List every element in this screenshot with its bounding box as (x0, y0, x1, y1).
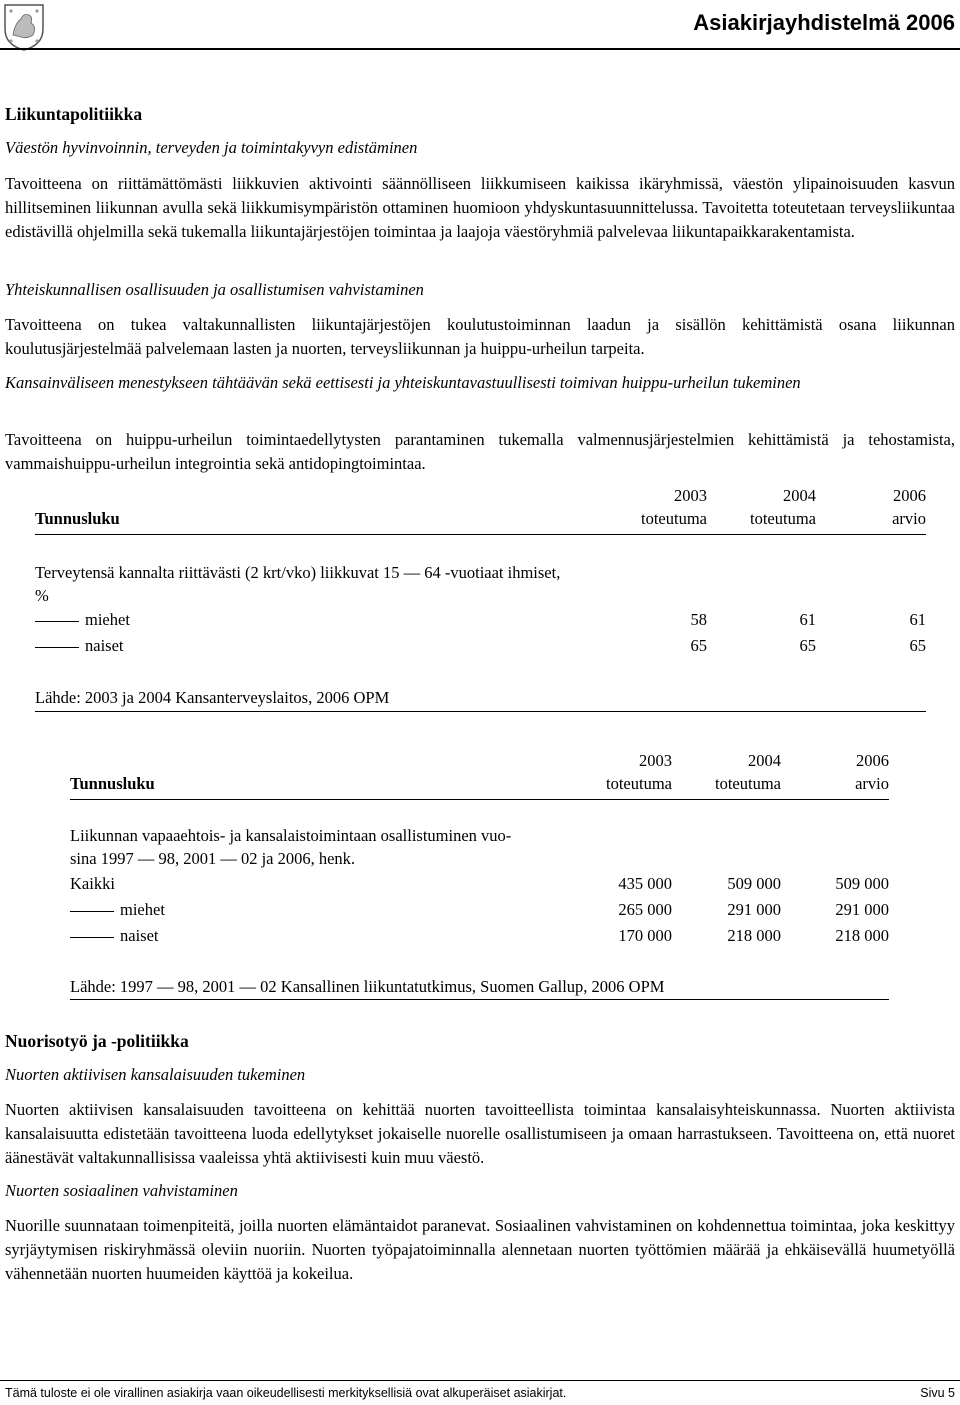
subheading-osallisuus: Yhteiskunnallisen osallisuuden ja osallistumisen vahvistaminen (5, 280, 424, 299)
table-header-rule (35, 534, 926, 535)
column-header-tunnusluku: Tunnusluku (35, 509, 120, 528)
kind-2003: toteutuma (606, 774, 672, 793)
subheading-sosiaalinen-vahvistaminen: Nuorten sosiaalinen vahvistaminen (5, 1181, 238, 1200)
paragraph-kansalaisuus: Nuorten aktiivisen kansalaisuuden tavoitteena on kehittää nuorten tavoitteellista toimintaa kansalaisyhteiskunnassa. Nuorten aktiivista kansalaisuutta edistetään tavoitteena luoda edellytykset jokaiselle nuorelle osallistumiseen ja omaan harrastukseen. Tavoitteena on, että nuoret äänestävät valtakunnallisissa vaaleissa yhtä aktiivisesti kuin muu väestö. (5, 1100, 955, 1167)
kind-2006: arvio (855, 774, 889, 793)
table-source: Lähde: 1997 — 98, 2001 — 02 Kansallinen liikuntatutkimus, Suomen Gallup, 2006 OPM (70, 977, 665, 996)
value-cell: 65 (799, 636, 816, 655)
kind-2003: toteutuma (641, 509, 707, 528)
footer-disclaimer: Tämä tuloste ei ole virallinen asiakirja vaan oikeudellisesti merkityksellisiä ovat alkuperäiset asiakirjat. (5, 1386, 567, 1400)
table-row (35, 636, 124, 656)
table-row (70, 926, 159, 946)
year-2006: 2006 (856, 751, 889, 770)
value-cell: 65 (909, 636, 926, 655)
value-cell: 218 000 (835, 926, 889, 945)
header-divider (0, 48, 960, 50)
value-cell: 435 000 (618, 874, 672, 893)
paragraph-osallisuus: Tavoitteena on tukea valtakunnallisten liikuntajärjestöjen koulutustoiminnan laadun ja sisällön kehittämistä osana liikunnan koulutusjärjestelmää palvelemaan lasten ja nuorten, terveysliikunnan ja huippu-urheilun tarpeita. (5, 315, 955, 358)
table-source: Lähde: 2003 ja 2004 Kansanterveyslaitos, 2006 OPM (35, 688, 390, 707)
section-heading-liikuntapolitiikka: Liikuntapolitiikka (5, 104, 143, 124)
column-header-tunnusluku: Tunnusluku (70, 774, 155, 793)
value-cell: 509 000 (727, 874, 781, 893)
subheading-kansalaisuus: Nuorten aktiivisen kansalaisuuden tukeminen (5, 1065, 306, 1084)
value-cell: 291 000 (835, 900, 889, 919)
value-cell: 265 000 (618, 900, 672, 919)
row-label-naiset: naiset (120, 926, 159, 945)
paragraph-hyvinvointi: Tavoitteena on riittämättömästi liikkuvien aktivointi säännölliseen liikkumiseen kaikissa ikäryhmissä, väestön ylipainoisuuden kasvun hillitseminen liikunnan avulla sekä liikkumisympäristön ottaminen huomioon yhdyskuntasuunnittelussa. Tavoitetta toteutetaan terveysliikuntaa edistävillä ohjelmilla sekä tukemalla liikuntajärjestöjen toimintaa ja laajoja väestöryhmiä palvelevaa liikuntapaikkarakentamista. (5, 174, 955, 241)
subheading-hyvinvointi: Väestön hyvinvoinnin, terveyden ja toimintakyvyn edistäminen (5, 138, 418, 157)
year-2003: 2003 (639, 751, 672, 770)
row-label-miehet: miehet (120, 900, 165, 919)
kind-2004: toteutuma (715, 774, 781, 793)
paragraph-huippu-urheilu: Tavoitteena on huippu-urheilun toimintaedellytysten parantaminen tukemalla valmennusjärjestelmien kehittämistä ja tehostamista, vammaishuippu-urheilun integrointia sekä antidopingtoimintaa. (5, 430, 955, 473)
value-cell: 65 (690, 636, 707, 655)
value-cell: 170 000 (618, 926, 672, 945)
row-label-miehet: miehet (85, 610, 130, 629)
coat-of-arms-logo (3, 3, 45, 51)
section-heading-nuorisotyo: Nuorisotyö ja -politiikka (5, 1031, 189, 1051)
year-2004: 2004 (783, 486, 816, 505)
value-cell: 58 (690, 610, 707, 629)
indicator-description-cont: sina 1997 — 98, 2001 — 02 ja 2006, henk. (70, 849, 356, 868)
year-2006: 2006 (893, 486, 926, 505)
indicator-description: Liikunnan vapaaehtois- ja kansalaistoimintaan osallistuminen vuo- (70, 826, 512, 845)
table-header-rule (70, 799, 889, 800)
kind-2006: arvio (892, 509, 926, 528)
page-number: Sivu 5 (920, 1386, 955, 1400)
kind-2004: toteutuma (750, 509, 816, 528)
value-cell: 61 (909, 610, 926, 629)
document-title: Asiakirjayhdistelmä 2006 (693, 10, 955, 35)
table-bottom-rule (70, 999, 889, 1000)
value-cell: 218 000 (727, 926, 781, 945)
row-label-kaikki: Kaikki (70, 874, 115, 893)
paragraph-sosiaalinen-vahvistaminen: Nuorille suunnataan toimenpiteitä, joilla nuorten elämäntaidot paranevat. Sosiaalinen vahvistaminen on kohdennettua toimintaa, joka keskittyy syrjäytymisen riskiryhmässä oleviin nuoriin. Nuorten työpajatoiminnalla alennetaan nuorten työttömien määrää ja ehkäisevällä huumetyöllä vähennetään nuorten huumeiden käyttöä ja kokeilua. (5, 1216, 955, 1283)
value-cell: 509 000 (835, 874, 889, 893)
subheading-huippu-urheilu: Kansainväliseen menestykseen tähtäävän sekä eettisesti ja yhteiskuntavastuullisesti toimivan huippu-urheilun tukeminen (5, 373, 801, 392)
indicator-description: Terveytensä kannalta riittävästi (2 krt/vko) liikkuvat 15 — 64 -vuotiaat ihmiset, (35, 563, 561, 582)
footer-divider (0, 1380, 960, 1381)
table-row (35, 610, 130, 630)
year-2003: 2003 (674, 486, 707, 505)
table-row (70, 900, 165, 920)
table-bottom-rule (35, 711, 926, 712)
value-cell: 61 (799, 610, 816, 629)
year-2004: 2004 (748, 751, 781, 770)
row-label-naiset: naiset (85, 636, 124, 655)
value-cell: 291 000 (727, 900, 781, 919)
indicator-unit: % (35, 586, 49, 605)
